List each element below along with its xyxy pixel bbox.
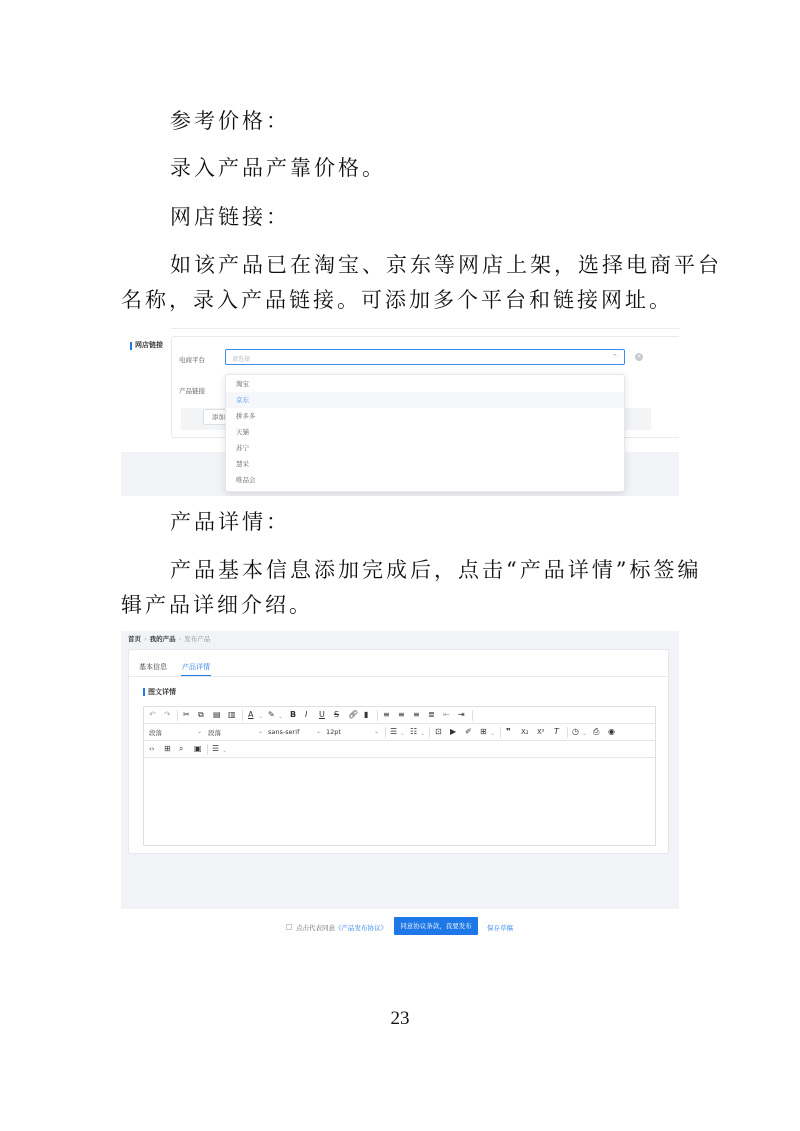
- dropdown-option-suning[interactable]: 苏宁: [236, 444, 249, 452]
- editor-card: [128, 649, 669, 854]
- heading-reference-price: 参考价格：: [170, 109, 290, 133]
- publish-footer: [121, 916, 679, 936]
- divider: [171, 328, 679, 329]
- toolbar-row-2: [144, 724, 655, 741]
- strikethrough-icon[interactable]: S: [334, 710, 340, 719]
- dropdown-option-huicai[interactable]: 慧采: [236, 460, 249, 468]
- numbered-list-icon[interactable]: ☷: [410, 727, 418, 736]
- italic-icon[interactable]: I: [305, 710, 308, 719]
- save-draft-button[interactable]: 保存草稿: [487, 924, 513, 932]
- dropdown-option-vip[interactable]: 唯品会: [236, 476, 256, 484]
- font-size-select[interactable]: 12pt ⌄: [326, 728, 380, 736]
- tab-product-detail[interactable]: 产品详情: [182, 663, 210, 671]
- heading-shop-links: 网店链接：: [170, 205, 290, 229]
- attachment-icon[interactable]: ✐: [465, 727, 472, 736]
- chevron-down-icon[interactable]: ⌄: [490, 730, 496, 737]
- chevron-down-icon[interactable]: ⌄: [400, 730, 406, 737]
- tab-basic-info[interactable]: 基本信息: [139, 663, 167, 671]
- section-title-rich-detail: 图文详情: [148, 688, 176, 696]
- line-height-icon[interactable]: ☰: [212, 744, 220, 753]
- print-icon[interactable]: ⎙: [593, 727, 600, 736]
- bold-icon[interactable]: B: [290, 710, 297, 719]
- paragraph-shop-links-line1: 如该产品已在淘宝、京东等网店上架，选择电商平台: [170, 253, 722, 277]
- fullscreen-icon[interactable]: ⊞: [164, 744, 171, 753]
- template-icon[interactable]: ▣: [194, 744, 202, 753]
- remove-circle-icon[interactable]: ×: [636, 353, 642, 360]
- bookmark-icon[interactable]: ▮: [364, 710, 369, 719]
- paste-text-icon[interactable]: ▥: [228, 710, 236, 719]
- product-link-label: 产品链接: [179, 387, 205, 395]
- breadcrumb-my-products[interactable]: 我的产品: [149, 635, 176, 643]
- dropdown-option-taobao[interactable]: 淘宝: [236, 380, 249, 388]
- dropdown-option-pinduoduo[interactable]: 拼多多: [236, 412, 256, 420]
- product-detail-screenshot: [121, 631, 679, 909]
- platform-select[interactable]: [225, 349, 625, 365]
- paragraph-select-1[interactable]: 段落 ⌄: [149, 728, 203, 737]
- search-icon[interactable]: ⌕: [179, 744, 184, 753]
- platform-select-placeholder: 请选择: [232, 356, 251, 363]
- chevron-down-icon[interactable]: ⌄: [222, 747, 228, 754]
- media-icon[interactable]: ▶: [450, 727, 457, 736]
- subscript-icon[interactable]: X₂: [521, 728, 529, 736]
- platform-dropdown: [225, 374, 625, 492]
- section-marker: [143, 688, 145, 696]
- outdent-icon[interactable]: ⇤: [443, 710, 450, 719]
- paragraph-product-detail-line1: 产品基本信息添加完成后，点击“产品详情”标签编: [170, 558, 702, 582]
- bullet-list-icon[interactable]: ☰: [390, 727, 398, 736]
- shop-links-screenshot: [121, 326, 679, 496]
- redo-icon[interactable]: ↷: [164, 710, 171, 719]
- cut-icon[interactable]: ✂: [183, 710, 190, 719]
- publish-button[interactable]: 同意协议条款，我要发布: [394, 917, 478, 935]
- superscript-icon[interactable]: X²: [537, 728, 545, 736]
- heading-product-detail: 产品详情：: [170, 510, 290, 534]
- link-icon[interactable]: 🔗︎: [348, 710, 359, 719]
- editor-content-area[interactable]: [144, 759, 655, 845]
- clear-format-icon[interactable]: T: [554, 727, 559, 736]
- chevron-up-icon: ⌃: [612, 353, 618, 361]
- text-color-icon[interactable]: A: [248, 710, 254, 719]
- chevron-down-icon[interactable]: ⌄: [420, 730, 426, 737]
- paragraph-product-detail-line2: 辑产品详细介绍。: [121, 593, 313, 617]
- dropdown-option-jd[interactable]: 京东: [226, 392, 624, 408]
- chevron-down-icon[interactable]: ⌄: [278, 713, 284, 720]
- align-right-icon[interactable]: ≡: [413, 710, 420, 719]
- undo-icon[interactable]: ↶: [149, 710, 156, 719]
- preview-eye-icon[interactable]: ◉: [608, 727, 615, 736]
- image-icon[interactable]: ⊡: [435, 727, 442, 736]
- chevron-down-icon[interactable]: ⌄: [258, 713, 264, 720]
- breadcrumb: 首页 › 我的产品 › 发布产品: [128, 635, 211, 643]
- align-justify-icon[interactable]: ≣: [428, 710, 435, 719]
- indent-icon[interactable]: ⇥: [458, 710, 465, 719]
- copy-icon[interactable]: ⧉: [198, 710, 204, 719]
- align-left-icon[interactable]: ≡: [383, 710, 390, 719]
- agreement-checkbox[interactable]: [286, 924, 292, 930]
- chevron-down-icon[interactable]: ⌄: [582, 730, 588, 737]
- clock-icon[interactable]: ◷: [572, 727, 579, 736]
- platform-label: 电商平台: [179, 356, 205, 364]
- table-icon[interactable]: ⊞: [480, 727, 487, 736]
- paragraph-shop-links-line2: 名称，录入产品链接。可添加多个平台和链接网址。: [121, 288, 673, 312]
- section-title-shop-links: 网店链接: [135, 341, 163, 349]
- paragraph-reference-price: 录入产品产靠价格。: [170, 156, 386, 180]
- agreement-text: 点击代表同意《产品发布协议》: [296, 924, 387, 932]
- divider: [129, 676, 668, 677]
- add-button[interactable]: 添加: [203, 409, 243, 425]
- blockquote-icon[interactable]: ❞: [506, 727, 511, 736]
- paragraph-select-2[interactable]: 段落 ⌄: [208, 728, 264, 737]
- dropdown-option-tmall[interactable]: 天猫: [236, 428, 249, 436]
- page-number: 23: [390, 1008, 410, 1029]
- breadcrumb-publish-product: 发布产品: [184, 635, 211, 643]
- agreement-link[interactable]: 《产品发布协议》: [335, 924, 387, 932]
- align-center-icon[interactable]: ≡: [398, 710, 405, 719]
- toolbar-row-1: [144, 707, 655, 724]
- toolbar-row-3: [144, 741, 655, 758]
- highlight-color-icon[interactable]: ✎: [268, 710, 275, 719]
- breadcrumb-home[interactable]: 首页: [128, 635, 141, 643]
- font-family-select[interactable]: sans-serif ⌄: [268, 728, 322, 736]
- source-code-icon[interactable]: ‹›: [149, 745, 155, 753]
- rich-text-editor: [143, 706, 656, 846]
- underline-icon[interactable]: U: [319, 710, 325, 719]
- paste-icon[interactable]: ▤: [213, 710, 221, 719]
- section-marker: [130, 342, 132, 350]
